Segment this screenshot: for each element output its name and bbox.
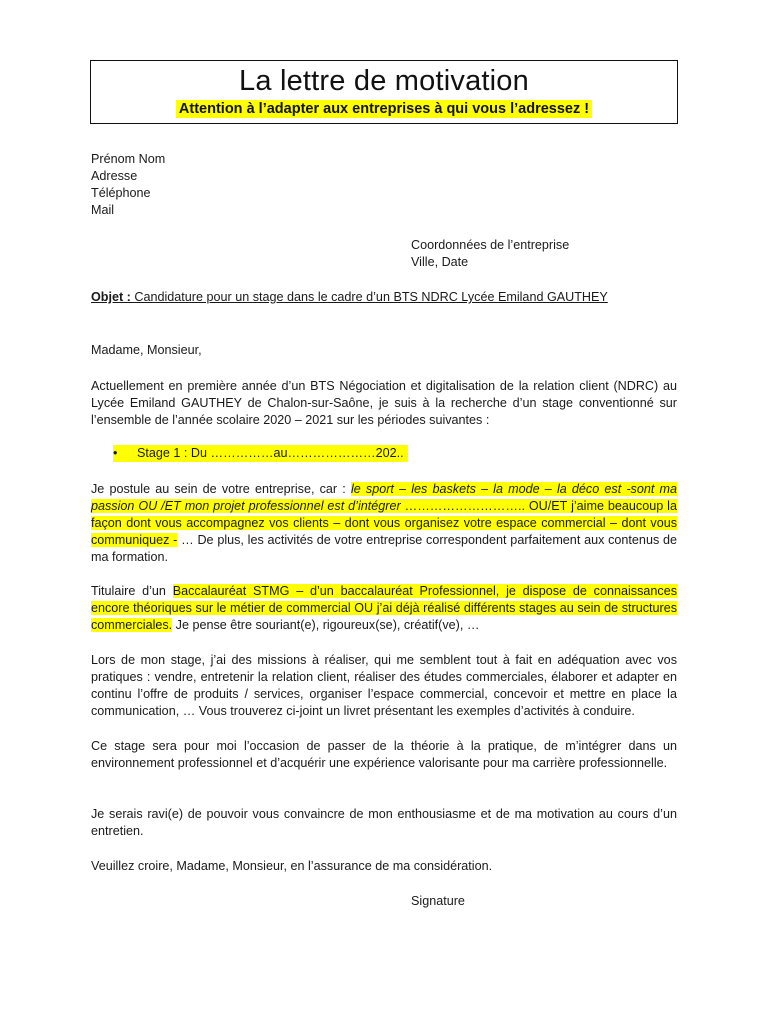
sender-block — [91, 151, 677, 219]
sender-phone: Téléphone — [91, 186, 151, 200]
p2-part1: Je postule au sein de votre entreprise, car : — [91, 482, 351, 496]
paragraph-intro: Actuellement en première année d’un BTS Négociation et digitalisation de la relation client (NDRC) au Lycée Emiland GAUTHEY de Chalon-sur-Saône, je suis à la recherche d’un stage conventionné sur l’ensemble de l’année scolaire 2020 – 2021 sur les périodes suivantes : — [91, 379, 677, 427]
paragraph-missions: Lors de mon stage, j’ai des missions à réaliser, qui me semblent tout à fait en adéquation avec vos pratiques : vendre, entretenir la relation client, réaliser des études commerciales, élaborer et adapter en continu l’offre de produits / services, organiser l’espace commercial, concevoir et mettre en place la communication, … Vous trouverez ci-joint un livret présentant les exemples d’activités à conduire. — [91, 653, 677, 718]
p3-part3: Je pense être souriant(e), rigoureux(se), créatif(ve), … — [172, 618, 480, 632]
object-text: Candidature pour un stage dans le cadre d’un BTS NDRC Lycée Emiland GAUTHEY — [130, 290, 608, 304]
bullet-icon: • — [113, 446, 118, 460]
page-title: La lettre de motivation — [239, 65, 529, 97]
p2-part4: … De plus, les activités de votre entreprise correspondent parfaitement aux contenus de ma formation. — [91, 533, 678, 564]
p2-highlight: ……………………….. OU/ET j’aime beaucoup la façon dont vous accompagnez vos clients – dont vous organisez votre espace commercial – dont vous communiquez - — [91, 499, 677, 547]
recipient-block — [411, 237, 569, 271]
signature: Signature — [411, 894, 465, 908]
paragraph-opportunity: Ce stage sera pour moi l’occasion de passer de la théorie à la pratique, de m’intégrer dans un environnement professionnel et d’acquérir une expérience valorisante pour ma carrière professionnelle. — [91, 739, 677, 770]
object-line — [91, 289, 677, 306]
salutation: Madame, Monsieur, — [91, 343, 202, 357]
recipient-company: Coordonnées de l’entreprise — [411, 238, 570, 252]
title-box — [90, 60, 678, 124]
bullet-text: Stage 1 : Du ……………au…………………202.. — [137, 446, 404, 460]
object-label: Objet : — [91, 290, 131, 304]
p2-highlight-italic: le sport – les baskets – la mode – la déco est -sont ma passion OU /ET mon projet professionnel est d’intégrer — [91, 482, 677, 513]
sender-name: Prénom Nom — [91, 152, 166, 166]
paragraph-qualification — [91, 583, 677, 634]
recipient-place-date: Ville, Date — [411, 255, 469, 269]
bullet-item — [113, 445, 408, 462]
paragraph-interview: Je serais ravi(e) de pouvoir vous convaincre de mon enthousiasme et de ma motivation au cours d’un entretien. — [91, 807, 677, 838]
p3-part1: Titulaire d’un — [91, 584, 173, 598]
sender-mail: Mail — [91, 203, 115, 217]
closing-formula: Veuillez croire, Madame, Monsieur, en l’assurance de ma considération. — [91, 859, 493, 873]
warning-subtitle: Attention à l’adapter aux entreprises à qui vous l’adressez ! — [176, 100, 592, 118]
p3-highlight: Baccalauréat STMG – d’un baccalauréat Professionnel, je dispose de connaissances encore théoriques sur le métier de commercial OU j’ai déjà réalisé différents stages au sein de structures commerciales. — [91, 584, 677, 632]
paragraph-motivation — [91, 481, 677, 566]
sender-address: Adresse — [91, 169, 138, 183]
